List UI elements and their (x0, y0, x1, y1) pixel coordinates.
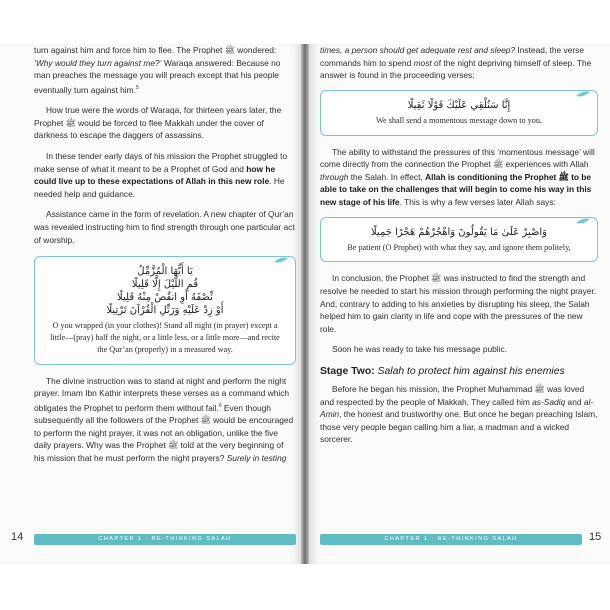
paragraph: In conclusion, the Prophet ﷺ was instructed to find the strength and resolve he needed to start his mission through performing the night prayer. And, contrary to adding to his anxieties by disrupting his sleep, the Salah helped him to gain clarity in life and cope with the pressures of the new role. (320, 273, 597, 334)
book-spread (0, 44, 610, 564)
arabic-verse: إِنَّا سَنُلْقِي عَلَيْكَ قَوْلًا ثَقِيلًا (407, 99, 511, 111)
quran-verse-box (34, 256, 296, 364)
quran-verse-box (320, 90, 598, 136)
leaf-ornament-icon (273, 256, 289, 264)
right-page (309, 44, 610, 564)
quran-verse-box (320, 217, 598, 263)
paragraph: The ability to withstand the pressures of this ‘momentous message’ will come directly from the connection the Prophet ﷺ experiences with Allah through the Salah. In effect, Allah is conditioning the Prophet ﷺ to be able to take on the challenges that will begin to come his way in this new stage of his life. This is why a few verses later Allah says: (320, 146, 595, 207)
leaf-ornament-icon (575, 90, 591, 98)
paragraph: times, a person should get adequate rest and sleep? Instead, the verse commands him to spend most of the night depriving himself of sleep. The answer is found in the proceeding verses: (320, 45, 592, 81)
paragraph: Assistance came in the form of revelation. A new chapter of Qur’an was revealed instructing him to find strength through one particular act of worship. (34, 209, 295, 245)
paragraph: The divine instruction was to stand at night and perform the night prayer. Imam Ibn Kathir interprets these verses as a command which obligates the Prophet to perform them without fail.$^6$ Even though subsequently all the followers of the Prophet ﷺ would be encouraged to perform the night prayer, it was not an obligation, unlike the five daily prayers. Why was the Prophet ﷺ told at the very beginning of his mission that he must perform the night prayers? Surely in testing (34, 375, 294, 463)
verse-translation: O you wrapped (in your clothes)! Stand all night (in prayer) except a little—(pray) half the night, or a little less, or a little more—and recite the Qur’an (properly) in a measured way. (50, 321, 280, 354)
book-gutter (301, 44, 309, 564)
paragraph: How true were the words of Waraqa, for thirteen years later, the Prophet ﷺ would be forced to flee Makkah under the cover of darkness to escape the daggers of assassins. (34, 105, 282, 141)
arabic-verse: وَاصْبِرْ عَلَىٰ مَا يَقُولُونَ وَاهْجُرْهُمْ هَجْرًا جَمِيلًا (370, 226, 548, 238)
arabic-verse: قُمِ اللَّيْلَ إِلَّا قَلِيلًا (131, 279, 199, 291)
paragraph: turn against him and force him to flee. The Prophet ﷺ wondered: ‘Why would they turn against me?’ Waraqa answered: Because no man preaches the message you will preach except that his people eventually turn against him.$^5$ (34, 45, 281, 95)
verse-translation: We shall send a momentous message down to you. (375, 115, 543, 125)
left-page-content (34, 44, 296, 464)
page-number: 14 (11, 531, 24, 543)
section-heading: Stage Two: Salah to protect him against his enemies (320, 365, 565, 377)
verse-translation: Be patient (O Prophet) with what they say, and ignore them politely, (347, 242, 571, 252)
chapter-footer: CHAPTER 1 · RE-THINKING SALAH (320, 534, 582, 545)
leaf-ornament-icon (575, 217, 591, 225)
right-page-content (320, 44, 598, 446)
arabic-verse: نِّصْفَهُ أَوِ انقُصْ مِنْهُ قَلِيلًا (117, 292, 213, 304)
arabic-verse: أَوْ زِدْ عَلَيْهِ وَرَتِّلِ الْقُرْآنَ تَرْتِيلًا (106, 305, 224, 317)
paragraph: Soon he was ready to take his message public. (332, 344, 508, 355)
paragraph: In these tender early days of his mission the Prophet struggled to make sense of what it meant to be a Prophet of God and how he could live up to these expectations of Allah in this new role. He needed help and guidance. (34, 150, 288, 199)
left-page (0, 44, 301, 564)
page-number: 15 (589, 531, 602, 543)
arabic-verse: يَا أَيُّهَا الْمُزَّمِّلُ (137, 266, 193, 278)
chapter-footer: CHAPTER 1 · RE-THINKING SALAH (34, 534, 296, 545)
paragraph: Before he began his mission, the Prophet Muhammad ﷺ was loved and respected by the people of Makkah. They called him as-Sadiq and al-Amin, the honest and trustworthy one. But once he began preaching Islam, those very people began calling him a liar, a madman and a wicked sorcerer. (320, 383, 598, 445)
